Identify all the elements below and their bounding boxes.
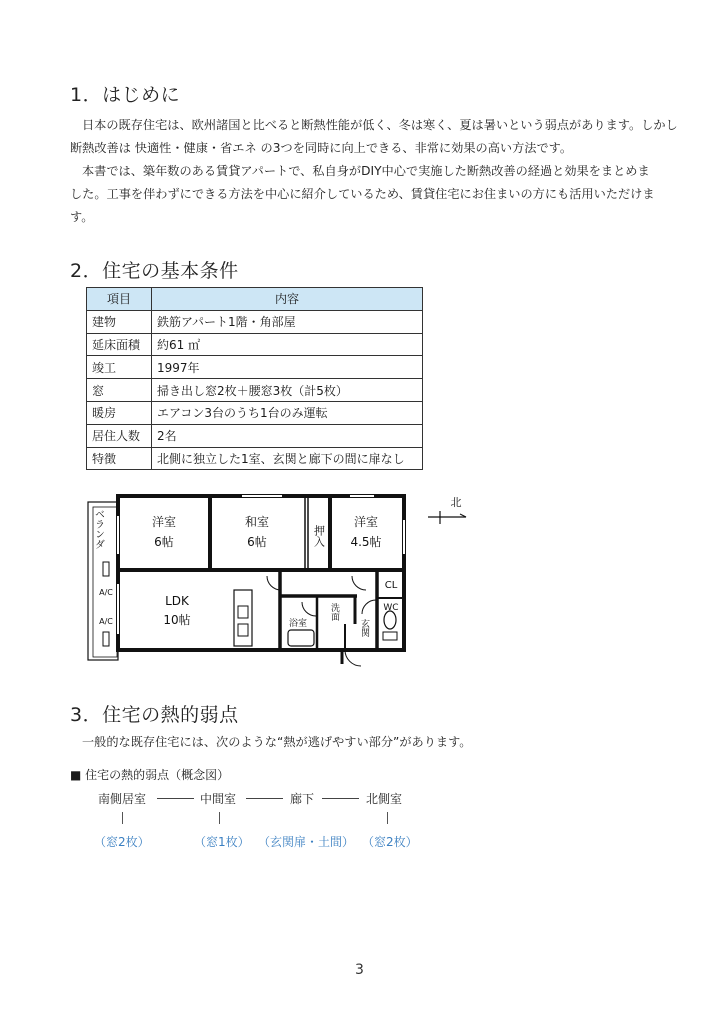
room-size: 6帖	[247, 535, 267, 549]
table-row	[87, 379, 423, 402]
cell-key: 特徴	[87, 447, 152, 470]
room-size: 4.5帖	[350, 535, 382, 549]
diagram-connector	[157, 798, 194, 799]
cell-value: 約61 ㎡	[152, 333, 423, 356]
diagram-node: 南側居室	[98, 792, 147, 806]
cell-value: 2名	[152, 424, 423, 447]
ac-label: A/C	[99, 588, 113, 597]
cell-value: 1997年	[152, 356, 423, 379]
body-line: 断熱改善は 快適性・健康・省エネ の3つを同時に向上できる、非常に効果の高い方法です。	[70, 141, 573, 155]
section-3-intro	[70, 731, 660, 754]
page-number: 3	[355, 962, 364, 978]
room-label: 洋室	[353, 515, 379, 529]
room-size: 6帖	[154, 535, 174, 549]
room-label: 洋室	[151, 515, 177, 529]
cell-value: 鉄筋アパート1階・角部屋	[152, 310, 423, 333]
diagram-vertical-line	[122, 812, 123, 824]
diagram-note: （窓1枚）	[194, 835, 250, 849]
room-label: 玄関	[359, 619, 369, 637]
table-row	[87, 447, 423, 470]
cell-key: 窓	[87, 379, 152, 402]
table-row	[87, 333, 423, 356]
room-label: 洗面	[329, 603, 339, 621]
room-label: 和室	[244, 515, 270, 529]
room-label: 押入	[312, 525, 326, 547]
header-item: 項目	[87, 288, 152, 311]
body-line: 本書では、築年数のある賃貸アパートで、私自身がDIY中心で実施した断熱改善の経過と効果をまとめま	[82, 164, 650, 178]
room-label: LDK	[165, 594, 189, 608]
section-2-heading: 2．住宅の基本条件	[70, 260, 239, 282]
table-row	[87, 401, 423, 424]
body-line: す。	[70, 210, 94, 224]
cell-key: 延床面積	[87, 333, 152, 356]
header-content: 内容	[152, 288, 423, 311]
table-header-row	[87, 288, 423, 311]
room-label: WC	[383, 603, 399, 613]
cell-key: 暖房	[87, 401, 152, 424]
diagram-title: ■ 住宅の熱的弱点（概念図）	[70, 768, 230, 782]
body-line: した。工事を伴わずにできる方法を中心に紹介しているため、賃貸住宅にお住まいの方にも活用いただけま	[70, 187, 655, 201]
housing-conditions-table	[86, 287, 423, 470]
room-label: CL	[384, 580, 398, 591]
room-size: 10帖	[163, 613, 191, 627]
body-line: 一般的な既存住宅には、次のような“熱が逃げやすい部分”があります。	[82, 735, 472, 749]
body-line: 日本の既存住宅は、欧州諸国と比べると断熱性能が低く、冬は寒く、夏は暑いという弱点があります。しかし	[82, 118, 678, 132]
cell-key: 竣工	[87, 356, 152, 379]
cell-key: 居住人数	[87, 424, 152, 447]
diagram-vertical-line	[219, 812, 220, 824]
diagram-vertical-line	[387, 812, 388, 824]
floor-plan	[62, 484, 482, 679]
cell-value: 北側に独立した1室、玄関と廊下の間に扉なし	[152, 447, 423, 470]
diagram-note: （窓2枚）	[94, 835, 150, 849]
section-1-heading: 1．はじめに	[70, 84, 181, 106]
veranda-label: ベランダ	[92, 509, 104, 549]
north-label: 北	[450, 496, 462, 509]
table-row	[87, 356, 423, 379]
diagram-node: 中間室	[200, 792, 237, 806]
cell-value: 掃き出し窓2枚＋腰窓3枚（計5枚）	[152, 379, 423, 402]
room-label: 浴室	[288, 619, 308, 629]
diagram-note: （窓2枚）	[362, 835, 418, 849]
cell-value: エアコン3台のうち1台のみ運転	[152, 401, 423, 424]
cell-key: 建物	[87, 310, 152, 333]
diagram-node: 北側室	[366, 792, 403, 806]
table-row	[87, 424, 423, 447]
diagram-connector	[322, 798, 359, 799]
diagram-connector	[246, 798, 283, 799]
diagram-note: （玄関扉・土間）	[258, 835, 355, 849]
diagram-node: 廊下	[290, 792, 315, 806]
table-row	[87, 310, 423, 333]
section-1-body	[70, 114, 678, 229]
section-3-heading: 3．住宅の熱的弱点	[70, 704, 239, 726]
ac-label: A/C	[99, 617, 113, 626]
